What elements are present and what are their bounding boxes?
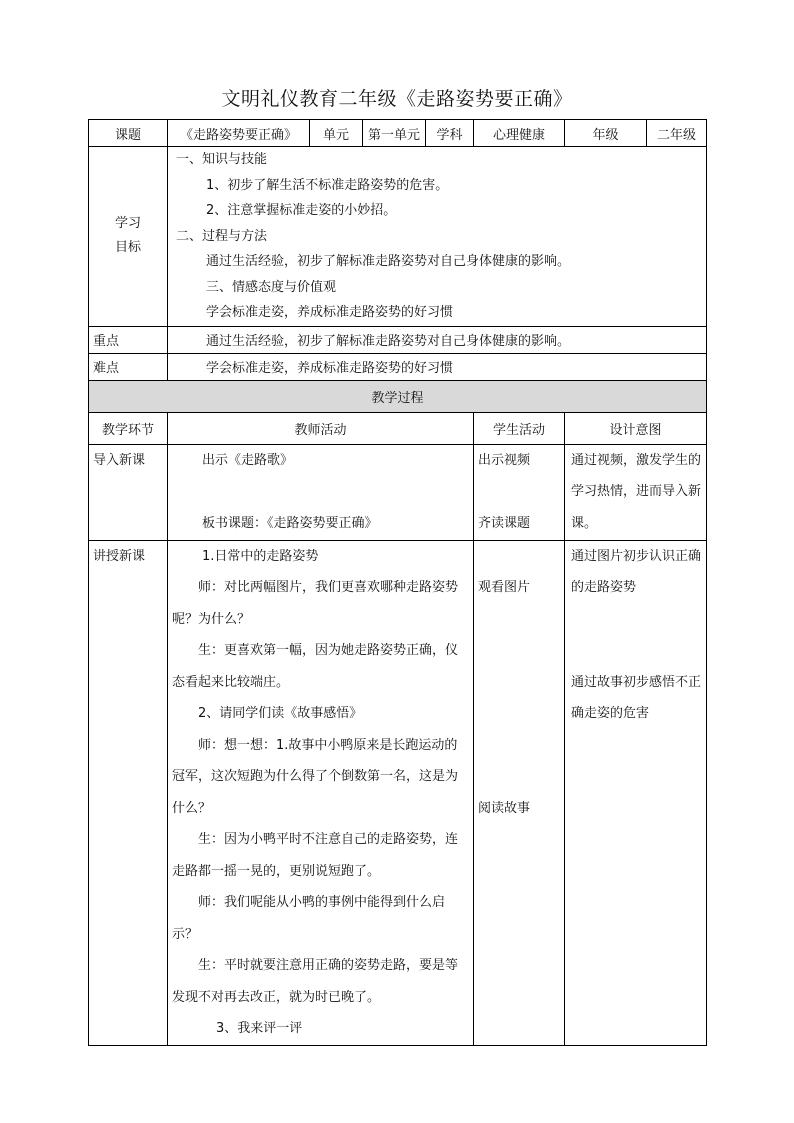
- lesson-student-line: 阅读故事: [478, 800, 531, 816]
- lesson-intent-1: 通过图片初步认识正确的走路姿势: [571, 548, 702, 595]
- lesson-teacher: [168, 540, 474, 1045]
- lesson-intent: [565, 540, 707, 1045]
- course-info-row: [89, 120, 707, 147]
- goal-line: 1、初步了解生活不标准走路姿势的危害。: [206, 177, 449, 193]
- process-header-row: [89, 412, 707, 444]
- header-student: 学生活动: [474, 412, 565, 444]
- lesson-intent-2: 通过故事初步感悟不正确走姿的危害: [571, 674, 702, 721]
- intro-student: [474, 444, 565, 540]
- lesson-paragraph: 生：更喜欢第一幅，因为她走路姿势正确，仪态看起来比较端庄。: [172, 643, 459, 690]
- goals-label-line1: 学习: [114, 216, 141, 232]
- subject-value: 心理健康: [474, 120, 565, 147]
- lesson-plan-table: [88, 119, 707, 1046]
- intro-teacher-line: 板书课题：《走路姿势要正确》: [202, 515, 378, 531]
- goals-content: [168, 147, 707, 327]
- goal-line: 三、情感态度与价值观: [206, 279, 337, 295]
- grade-value: 二年级: [647, 120, 707, 147]
- goal-line: 学会标准走姿，养成标准走路姿势的好习惯: [206, 305, 454, 320]
- goals-label-line2: 目标: [114, 240, 141, 256]
- unit-label: 单元: [310, 120, 363, 147]
- intro-stage: 导入新课: [89, 444, 168, 540]
- intro-teacher: [168, 444, 474, 540]
- document-title: 文明礼仪教育二年级《走路姿势要正确》: [221, 88, 573, 110]
- course-value: 《走路姿势要正确》: [168, 120, 310, 147]
- header-stage: 教学环节: [89, 412, 168, 444]
- header-teacher: 教师活动: [168, 412, 474, 444]
- intro-student-line: 齐读课题: [478, 515, 531, 531]
- lesson-row: [89, 540, 707, 1045]
- course-label: 课题: [89, 120, 168, 147]
- lesson-paragraph: 生：平时就要注意用正确的姿势走路，要是等发现不对再去改正，就为时已晚了。: [172, 958, 459, 1005]
- intro-intent: 通过视频，激发学生的学习热情，进而导入新课。: [565, 444, 707, 540]
- lesson-paragraph: 师：对比两幅图片，我们更喜欢哪种走路姿势呢？为什么？: [172, 580, 459, 627]
- lesson-paragraph: 3、我来评一评: [216, 1021, 303, 1036]
- lesson-paragraph: 师：我们呢能从小鸭的事例中能得到什么启示？: [172, 895, 446, 942]
- intro-student-line: [478, 476, 560, 508]
- goal-line: 2、注意掌握标准走姿的小妙招。: [206, 203, 397, 218]
- intro-student-line: 出示视频: [478, 452, 531, 468]
- lesson-student-line: 观看图片: [478, 580, 531, 595]
- key-point-row: [89, 326, 707, 353]
- lesson-student: [474, 540, 565, 1045]
- unit-value: 第一单元: [363, 120, 426, 147]
- grade-label: 年级: [565, 120, 647, 147]
- lesson-paragraph: 2、请同学们读《故事感悟》: [198, 706, 363, 721]
- process-title-row: [89, 380, 707, 412]
- intro-teacher-line: [172, 476, 469, 508]
- intro-teacher-line: 出示《走路歌》: [202, 452, 294, 468]
- key-point-text: 通过生活经验，初步了解标准走路姿势对自己身体健康的影响。: [168, 326, 707, 353]
- difficulty-text: 学会标准走姿，养成标准走路姿势的好习惯: [168, 353, 707, 380]
- goal-line: 一、知识与技能: [176, 152, 268, 167]
- header-intent: 设计意图: [565, 412, 707, 444]
- goals-label: [89, 147, 168, 327]
- lesson-paragraph: 师：想一想：1.故事中小鸭原来是长跑运动的冠军，这次短跑为什么得了个倒数第一名，这是为什么？: [172, 737, 459, 816]
- goal-line: 二、过程与方法: [176, 228, 268, 244]
- goal-line: 通过生活经验，初步了解标准走路姿势对自己身体健康的影响。: [206, 254, 571, 269]
- key-point-label: 重点: [89, 326, 168, 353]
- difficulty-label: 难点: [89, 353, 168, 380]
- lesson-paragraph: 生：因为小鸭平时不注意自己的走路姿势，连走路都一摇一晃的，更别说短跑了。: [172, 832, 459, 879]
- process-title: 教学过程: [89, 380, 707, 412]
- intro-row: [89, 444, 707, 540]
- subject-label: 学科: [426, 120, 474, 147]
- lesson-paragraph: 1.日常中的走路姿势: [202, 548, 319, 564]
- difficulty-row: [89, 353, 707, 380]
- lesson-stage: 讲授新课: [89, 540, 168, 1045]
- goals-row: [89, 147, 707, 327]
